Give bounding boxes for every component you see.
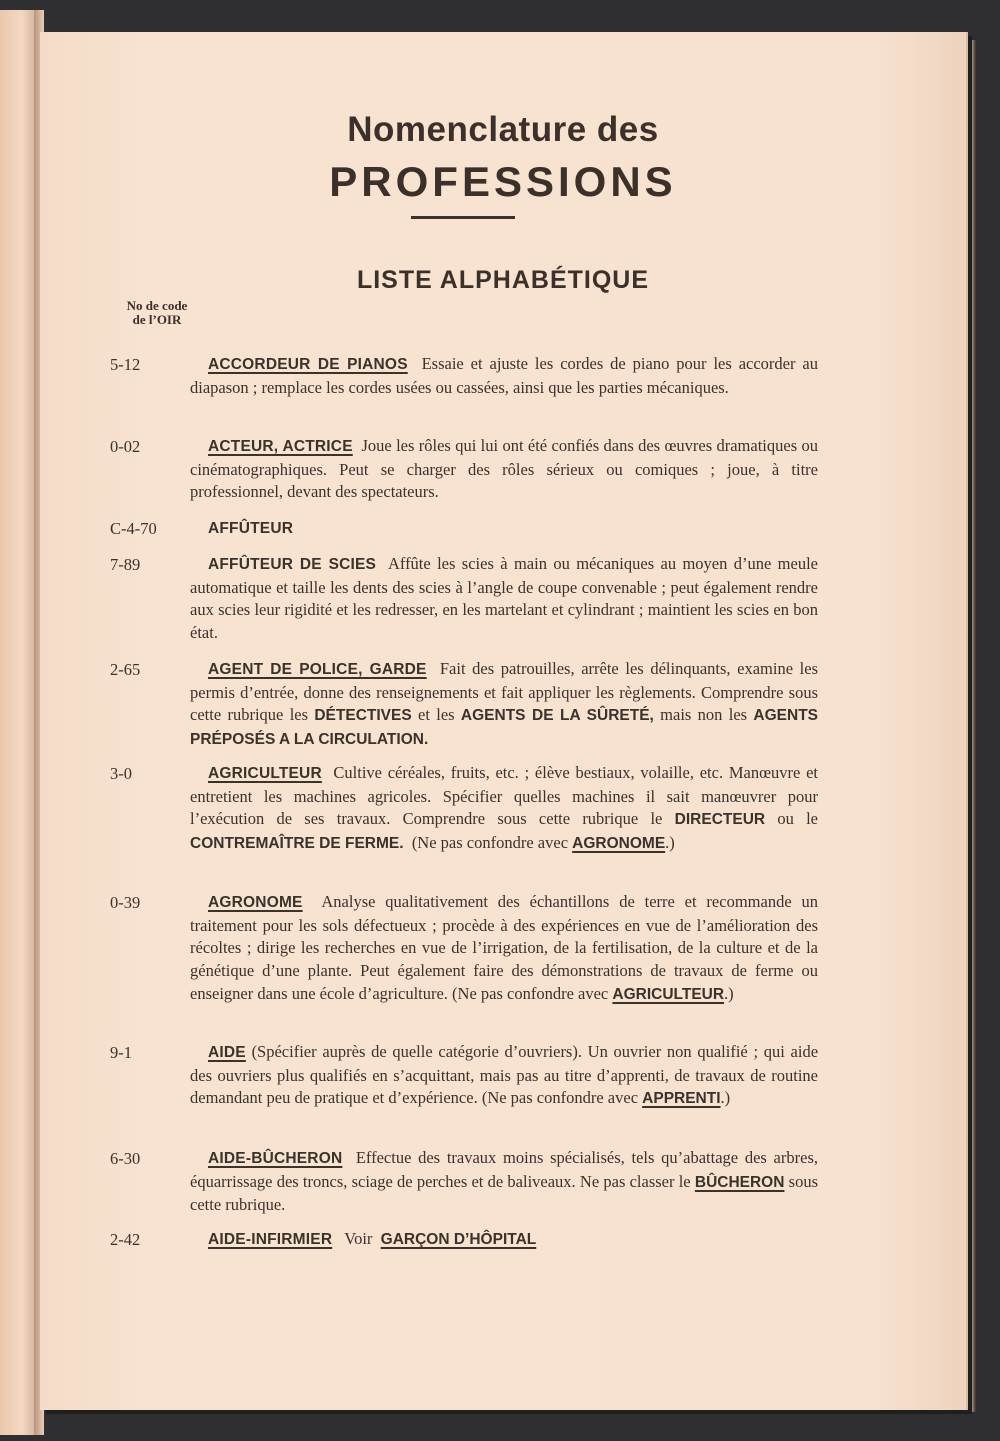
entry-text: .) bbox=[665, 833, 675, 853]
entry-accordeur bbox=[190, 353, 818, 399]
entry-text: Essaie et ajuste les cordes de piano pour les accorder au diapason ; remplace les cordes usées ou cassées, ainsi que les parties mécaniques. bbox=[190, 354, 818, 397]
entry-text: Analyse qualitativement des échantillons de terre et recommande un traitement pour les sols défectueux ; procède à des expériences en vue de l’amélioration des récoltes ; dirige les recherches en vue de l’irrigation, de la fertilisation, de la culture et de la génétique d’une plante. Peut également faire des démonstrations de travaux de ferme ou enseigner dans une école d’agriculture. (Ne pas confondre avec bbox=[190, 892, 818, 1003]
page-title-line2: PROFESSIONS bbox=[329, 158, 677, 205]
entry-aide bbox=[190, 1041, 818, 1111]
entry-heading: AFFÛTEUR bbox=[208, 520, 294, 537]
entry-heading: ACTEUR, ACTRICE bbox=[208, 438, 353, 455]
entry-text: .) bbox=[724, 983, 734, 1003]
entry-text: (Ne pas confondre avec bbox=[411, 833, 569, 853]
entry-code: 0-02 bbox=[110, 437, 141, 456]
code-column-header-line2: de l’OIR bbox=[132, 312, 182, 327]
entry-text: et les bbox=[418, 705, 455, 725]
entry-text: mais non les bbox=[660, 705, 748, 725]
entry-code: 3-0 bbox=[110, 764, 132, 783]
entry-heading: ACCORDEUR DE PIANOS bbox=[208, 356, 408, 373]
entry-text: .) bbox=[720, 1088, 731, 1108]
entry-text: Affûte les scies à main ou mécaniques au moyen d’une meule automatique et taille les dents des scies à l’angle de coupe convenable ; peut également rendre aux scies leur rigidité et les redresser, en les martelant et cylindrant ; maintient les scies en bon état. bbox=[190, 554, 819, 643]
document-page bbox=[40, 32, 966, 1410]
entry-heading: AGRICULTEUR bbox=[208, 765, 322, 782]
entry-code: 7-89 bbox=[110, 555, 141, 574]
entry-cross-reference: AGRICULTEUR bbox=[612, 985, 725, 1003]
entry-heading: AIDE bbox=[208, 1044, 246, 1061]
code-column-header-line1: No de code bbox=[126, 298, 188, 313]
entry-text: Voir bbox=[344, 1229, 373, 1248]
entry-heading: AIDE-INFIRMIER bbox=[208, 1231, 333, 1248]
entry-code: 5-12 bbox=[110, 355, 141, 374]
section-subtitle: LISTE ALPHABÉTIQUE bbox=[356, 266, 650, 294]
entry-agent-de-police bbox=[190, 658, 818, 752]
entry-text: Fait des patrouilles, arrête les délinquants, examine les permis d’entrée, donne des renseignements et fait appliquer les règlements. Comprendre sous cette rubrique les bbox=[190, 659, 819, 725]
entry-cross-reference: APPRENTI bbox=[642, 1090, 721, 1108]
entry-code: 0-39 bbox=[110, 893, 141, 912]
code-column-header bbox=[102, 299, 212, 327]
entry-cross-reference: BÛCHERON bbox=[694, 1173, 785, 1191]
entry-cross-reference: AGRONOME bbox=[572, 835, 666, 853]
entry-agriculteur bbox=[190, 762, 818, 856]
page-title-line1: Nomenclature des bbox=[347, 110, 659, 149]
entry-text: (Spécifier auprès de quelle catégorie d’ouvriers). Un ouvrier non qualifié ; qui aide des ouvriers plus qualifiés en s’acquittant, mais pas au titre d’apprenti, de travaux de routine demandant peu de pratique et d’expérience. (Ne pas confondre avec bbox=[190, 1042, 819, 1108]
entry-keyword: AGENTS DE LA SÛRETÉ, bbox=[460, 707, 654, 725]
entry-acteur bbox=[190, 435, 818, 504]
entry-text: ou le bbox=[777, 809, 819, 829]
entry-heading: AGENT DE POLICE, GARDE bbox=[208, 661, 427, 678]
entry-code: 6-30 bbox=[110, 1149, 141, 1168]
entry-heading: AGRONOME bbox=[208, 894, 303, 911]
entry-aide-bucheron bbox=[190, 1147, 818, 1217]
entry-code: 2-65 bbox=[110, 660, 141, 679]
entry-keyword: DÉTECTIVES bbox=[314, 707, 412, 725]
entry-code: C-4-70 bbox=[110, 519, 157, 538]
entry-text: Effectue des travaux moins spécialisés, tels qu’abattage des arbres, équarrissage des troncs, sciage de perches et de baliveaux. Ne pas classer le bbox=[190, 1148, 818, 1191]
entry-text: Joue les rôles qui lui ont été confiés dans des œuvres dramatiques ou cinématographiques. Peut se charger des rôles sérieux ou comiques ; joue, à titre professionnel, devant des spectateurs. bbox=[190, 436, 818, 502]
entry-agronome bbox=[190, 891, 818, 1007]
entry-keyword: AGENTS PRÉPOSÉS A LA CIRCULATION. bbox=[190, 707, 818, 749]
entry-code: 2-42 bbox=[110, 1230, 141, 1249]
entry-keyword: CONTREMAÎTRE DE FERME. bbox=[190, 835, 404, 853]
entry-affuteur bbox=[190, 517, 818, 541]
entry-keyword: DIRECTEUR bbox=[674, 811, 766, 829]
entry-heading: AFFÛTEUR DE SCIES bbox=[208, 556, 377, 573]
entry-heading: AIDE-BÛCHERON bbox=[208, 1150, 343, 1167]
entry-affuteur-de-scies bbox=[190, 553, 818, 645]
entry-text: Cultive céréales, fruits, etc. ; élève bestiaux, volaille, etc. Manœuvre et entretient les machines agricoles. Spécifier quelles machines il sait manœuvrer pour l’exécution de ses travaux. Comprendre sous cette rubrique le bbox=[190, 763, 818, 829]
entry-code: 9-1 bbox=[110, 1043, 132, 1062]
entry-cross-reference: GARÇON D’HÔPITAL bbox=[380, 1231, 537, 1248]
entry-aide-infirmier bbox=[190, 1228, 818, 1252]
entry-text: sous cette rubrique. bbox=[190, 1171, 819, 1215]
title-divider bbox=[411, 216, 515, 219]
